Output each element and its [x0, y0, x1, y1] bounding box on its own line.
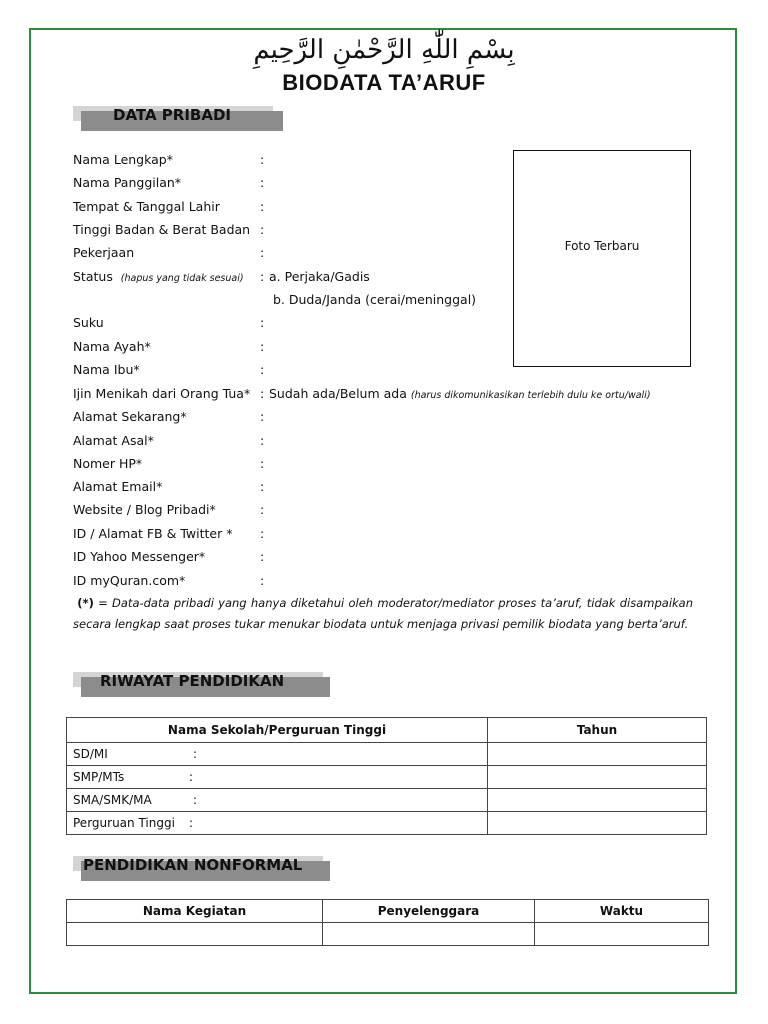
section-title: PENDIDIKAN NONFORMAL [83, 856, 303, 874]
field-label: Status (hapus yang tidak sesuai) [73, 269, 244, 284]
field-label: Alamat Asal* [73, 433, 154, 448]
field-label: Alamat Sekarang* [73, 409, 187, 424]
column-header-school: Nama Sekolah/Perguruan Tinggi [67, 718, 488, 743]
field-hint: (hapus yang tidak sesuai) [120, 273, 244, 284]
field-label: ID Yahoo Messenger* [73, 549, 206, 564]
organizer-cell[interactable] [323, 923, 535, 946]
column-header-year: Tahun [488, 718, 707, 743]
nonformal-table [66, 899, 709, 946]
column-header-time: Waktu [535, 900, 709, 923]
field-value[interactable]: Sudah ada/Belum ada (harus dikomunikasikan terlebih dulu ke ortu/wali) [269, 386, 651, 401]
field-colon: : [260, 502, 265, 517]
field-label: Ijin Menikah dari Orang Tua* [73, 386, 251, 401]
field-label: Website / Blog Pribadi* [73, 502, 216, 517]
field-colon: : [260, 362, 265, 377]
field-colon: : [260, 409, 265, 424]
column-header-organizer: Penyelenggara [323, 900, 535, 923]
row-label: SMA/SMK/MA [73, 793, 152, 807]
field-colon: : [189, 770, 194, 784]
section-title: RIWAYAT PENDIDIKAN [100, 672, 285, 690]
page-title: BIODATA TA’ARUF [282, 70, 486, 95]
field-label: Tinggi Badan & Berat Badan [73, 222, 251, 237]
field-colon: : [260, 222, 265, 237]
field-label: Nomer HP* [73, 456, 143, 471]
school-cell[interactable] [67, 743, 488, 766]
field-colon: : [260, 479, 265, 494]
basmala: بِسْمِ اللّٰهِ الرَّحْمٰنِ الرَّحِيمِ [253, 35, 515, 65]
field-colon: : [193, 793, 198, 807]
row-label: Perguruan Tinggi [73, 816, 175, 830]
field-colon: : [260, 339, 265, 354]
field-colon: : [260, 573, 265, 588]
field-hint: (harus dikomunikasikan terlebih dulu ke ortu/wali) [410, 390, 651, 401]
field-colon: : [193, 747, 198, 761]
activity-cell[interactable] [67, 923, 323, 946]
year-cell[interactable] [488, 789, 707, 812]
field-label: Alamat Email* [73, 479, 163, 494]
section-pendidikan-nonformal [73, 856, 333, 880]
field-label: Tempat & Tanggal Lahir [73, 199, 220, 214]
table-row[interactable] [67, 743, 707, 766]
field-colon: : [260, 433, 265, 448]
field-colon: : [260, 245, 265, 260]
field-colon: : [260, 269, 265, 284]
field-label: Nama Ayah* [73, 339, 151, 354]
privacy-note [73, 593, 693, 635]
column-header-activity: Nama Kegiatan [67, 900, 323, 923]
year-cell[interactable] [488, 743, 707, 766]
field-colon: : [260, 315, 265, 330]
field-label: Pekerjaan [73, 245, 135, 260]
time-cell[interactable] [535, 923, 709, 946]
field-colon: : [260, 152, 265, 167]
status-option-a[interactable]: a. Perjaka/Gadis [269, 269, 370, 284]
field-label: Nama Lengkap* [73, 152, 173, 167]
field-label: Nama Ibu* [73, 362, 140, 377]
table-row[interactable] [67, 923, 709, 946]
table-row[interactable] [67, 812, 707, 835]
table-header-row [67, 900, 709, 923]
field-colon: : [260, 456, 265, 471]
school-cell[interactable] [67, 812, 488, 835]
field-colon: : [189, 816, 194, 830]
year-cell[interactable] [488, 812, 707, 835]
field-label: Nama Panggilan* [73, 175, 182, 190]
note-text: = Data-data pribadi yang hanya diketahui oleh moderator/mediator proses ta’aruf, tidak disampaikan secara lengkap saat proses tukar menukar biodata untuk menjaga privasi pemilik biodata yang berta’aruf. [73, 596, 694, 631]
note-marker: (*) [77, 596, 94, 610]
section-title: DATA PRIBADI [113, 106, 231, 124]
field-label: Suku [73, 315, 104, 330]
row-label: SD/MI [73, 747, 108, 761]
table-row[interactable] [67, 789, 707, 812]
field-colon: : [260, 526, 265, 541]
section-riwayat-pendidikan [73, 672, 333, 696]
field-colon: : [260, 175, 265, 190]
photo-box[interactable] [513, 150, 691, 367]
school-cell[interactable] [67, 766, 488, 789]
field-label: ID myQuran.com* [73, 573, 186, 588]
photo-label: Foto Terbaru [564, 239, 640, 253]
section-data-pribadi [73, 106, 285, 130]
year-cell[interactable] [488, 766, 707, 789]
school-cell[interactable] [67, 789, 488, 812]
education-table [66, 717, 707, 835]
status-option-b[interactable]: b. Duda/Janda (cerai/meninggal) [273, 292, 477, 307]
table-header-row [67, 718, 707, 743]
field-label: ID / Alamat FB & Twitter * [73, 526, 233, 541]
field-colon: : [260, 199, 265, 214]
field-colon: : [260, 549, 265, 564]
table-row[interactable] [67, 766, 707, 789]
field-colon: : [260, 386, 265, 401]
row-label: SMP/MTs [73, 770, 125, 784]
